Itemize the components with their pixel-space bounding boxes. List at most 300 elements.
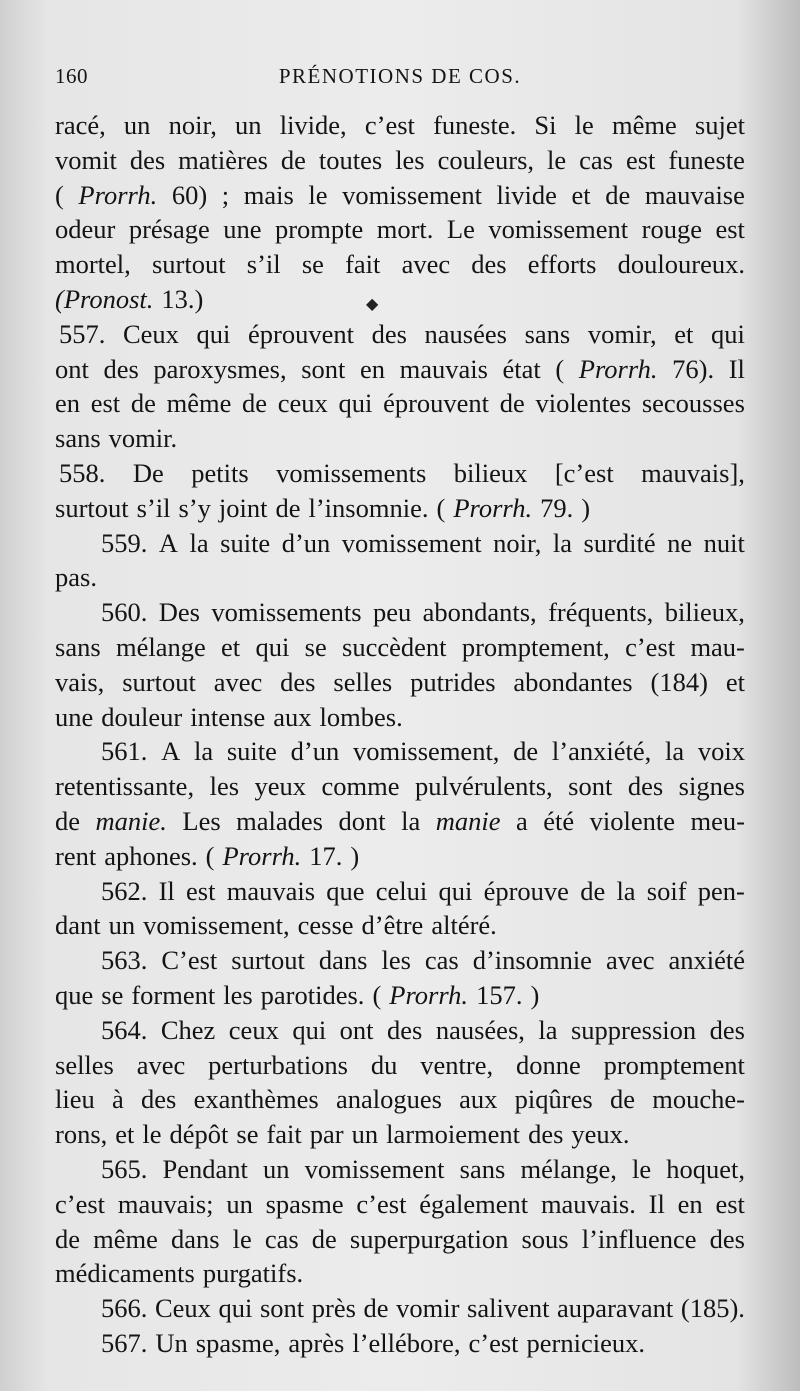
word: qui [338,388,373,419]
text-line [55,665,745,700]
word: avec [213,666,263,697]
word: des [129,144,166,175]
word: état [502,353,541,384]
word: qui [438,875,473,906]
word: les [223,979,253,1010]
word: abondantes [513,666,633,697]
word: l’ellébore, [352,1327,461,1358]
word: retentissante, [55,771,195,802]
word: ne [667,527,693,558]
word: a [516,805,528,836]
word: est [625,144,656,175]
word: couleurs, [437,144,535,175]
word: fréquents, [548,597,654,628]
word: forment [131,979,216,1010]
word: vomissement [342,179,482,210]
word: noir, [493,527,542,558]
word: mais [243,179,294,210]
word: que [326,875,365,906]
text-line [55,769,745,804]
word: violente [589,805,676,836]
word: soif [646,875,687,906]
word: Chez [160,1014,216,1045]
word: éprouvent [383,388,490,419]
word: malades [236,805,323,836]
word: Il [648,1188,665,1219]
word: purgatifs. [202,1258,304,1289]
text-line [55,1117,745,1152]
word: d’un [281,527,331,558]
word: spasme, [195,1327,281,1358]
word: intense [190,701,266,732]
word: après [288,1327,345,1358]
word: pulvérulents, [415,771,553,802]
word: est [186,875,216,906]
word: mort. [376,214,434,245]
word: vais, [55,666,105,697]
word: mau- [690,631,745,662]
word: 562. [101,875,148,906]
word: un [123,110,151,140]
word: du [370,1049,398,1080]
word: racé, [55,110,106,140]
word: hoquet, [666,1153,745,1184]
word: Ceux [122,318,179,349]
word: dans [318,945,368,976]
word: les [381,945,411,976]
word: pas. [55,562,97,593]
word: Prorrh. [453,492,533,523]
word: ) [581,492,591,523]
word: et [115,1119,135,1150]
word: nausées, [435,1014,525,1045]
word: 17. [309,840,343,871]
word: qui [218,1293,253,1324]
word: de [513,736,539,767]
text-line [55,421,745,456]
word: surtout [231,945,305,976]
page-number: 160 [55,64,88,88]
word: les [395,144,425,175]
word: (184) [650,666,708,697]
word: Prorrh. [389,979,469,1010]
text-line [55,247,745,282]
word: en [55,388,81,419]
word: voix [697,736,745,767]
word: des [709,1223,745,1254]
word: de [311,1223,337,1254]
word: suppression [570,1014,697,1045]
word: 565. [101,1153,148,1184]
word: présage [128,214,210,245]
word: et [221,631,241,662]
word: piqûres [514,1084,593,1115]
word: une [223,214,262,245]
word: donne [515,1049,581,1080]
word: qui [255,631,290,662]
word: des [371,318,407,349]
word: Pendant [162,1153,248,1184]
word: exanthèmes [193,1084,319,1115]
word: l’anxiété, [551,736,652,767]
word: à [112,1084,124,1115]
text-line [55,386,745,421]
word: celui [375,875,428,906]
word: sont [568,771,613,802]
text-line [55,178,745,213]
text-line [55,1152,745,1187]
word: mortel, [55,249,131,280]
word: 566. [101,1293,148,1324]
word: fait [266,1119,302,1150]
text-line [55,1013,745,1048]
word: anxiété [668,945,745,976]
word: bilieux, [664,597,745,628]
word: le [574,110,594,140]
word: cesse [297,910,354,941]
word: 76). [672,353,715,384]
word: et [571,179,591,210]
word: la [552,527,573,558]
word: bilieux [453,457,528,488]
word: les [209,771,240,802]
word: [c’est [554,457,614,488]
word: (185). [680,1293,745,1324]
text-line [55,978,745,1013]
word: un [235,110,262,140]
word: Prorrh. [222,840,302,871]
text-line [55,630,745,665]
word: d’insomnie [472,945,592,976]
word: la [189,527,209,558]
word: vomissements [211,597,362,628]
word: qui [292,1014,327,1045]
word: ( [55,179,64,210]
word: 157. [476,979,523,1010]
word: c’est [468,1327,519,1358]
word: yeux [254,771,307,802]
word: A [158,527,179,558]
text-line [55,943,745,978]
word: de [280,144,306,175]
word: le [631,1153,652,1184]
word: mauvais; [117,1188,214,1219]
word: auparavant [557,1293,674,1324]
word: toutes [318,144,383,175]
text-line [55,839,745,874]
word: aux [273,701,312,732]
running-title: PRÉNOTIONS DE COS. [278,64,522,88]
word: qui [196,318,231,349]
word: superpurgation [349,1223,509,1254]
word: de [130,388,156,419]
word: fait [345,249,381,280]
word: prompte [274,214,364,245]
word: 13.) [161,283,204,314]
word: sans [55,631,101,662]
word: est [715,214,745,245]
word: qui [711,318,745,349]
word: des [103,353,139,384]
word: un [108,910,136,941]
word: peu [372,597,412,628]
ornament-icon: ◆ [366,296,379,313]
word: Il [728,353,745,384]
word: 560. [101,597,148,628]
word: ( [436,492,446,523]
word: petits [191,457,249,488]
word: avec [136,1049,186,1080]
word: se [236,1119,259,1150]
word: vomissement, [143,910,290,941]
word: vomir, [587,318,657,349]
word: Les [182,805,221,836]
word: perturbations [208,1049,348,1080]
word: dans [170,1223,220,1254]
text-line [55,908,745,943]
word: la [616,875,636,906]
word: surtout [151,249,226,280]
word: éprouvent [248,318,354,349]
word: funeste [668,144,745,175]
word: sous [521,1223,569,1254]
text-line [55,734,745,769]
word: été [543,805,575,836]
word: matières [178,144,268,175]
word: Si [534,110,557,140]
word: dépôt [169,1119,229,1150]
text-line [55,700,745,735]
word: de [499,388,525,419]
text-line [55,804,745,839]
word: de [55,805,81,836]
word: mauvais [226,875,316,906]
word: un [263,1153,290,1184]
word: la [664,736,685,767]
word: aphones. [104,840,198,871]
word: vomissement [304,1153,445,1184]
word: un [226,1188,253,1219]
word: des [528,1119,564,1150]
word: l’insomnie. [308,492,429,523]
word: Ceux [154,1293,211,1324]
word: dant [55,910,101,941]
word: sujet [694,110,745,140]
word: lieu [55,1084,95,1115]
word: la [193,736,214,767]
word: le [547,144,567,175]
word: pen- [697,875,745,906]
word: C’est [161,945,218,976]
word: ( [372,979,382,1010]
word: 79. [540,492,574,523]
word: odeur [55,214,116,245]
word: un [351,1119,379,1150]
word: ) [530,979,540,1010]
word: de [580,875,606,906]
word: putrides [410,666,496,697]
word: selles [333,666,393,697]
word: ont [55,353,89,384]
text-line [55,1256,745,1291]
text-line [55,1082,745,1117]
word: Prorrh. [578,353,658,384]
word: de [609,1084,635,1115]
running-head [55,52,745,92]
word: ( [555,353,565,384]
word: spasme [265,1188,344,1219]
word: 558. [59,457,106,488]
word: des [627,771,664,802]
word: 567. [101,1327,148,1358]
word: mélange, [520,1153,617,1184]
text-line [55,317,745,352]
text-line [55,1048,745,1083]
word: des [387,1014,423,1045]
word: sans [55,423,101,454]
word: même [611,110,677,140]
text-line [55,456,745,491]
word: manie. [95,805,167,836]
word: Le [446,214,475,245]
word: livide [496,179,557,210]
word: 564. [101,1014,148,1045]
word: sont [301,353,346,384]
word: s’il [136,492,171,523]
word: vomissement [341,527,482,558]
word: même [166,388,232,419]
word: manie [435,805,501,836]
word: éprouve [483,875,569,906]
word: 60) [171,179,208,210]
word: succèdent [342,631,447,662]
text-line [55,526,745,561]
word: et [725,666,745,697]
word: vomir [396,1293,460,1324]
word: salivent [467,1293,550,1324]
word: ont [339,1014,374,1045]
word: se [301,249,324,280]
text-line [55,1326,745,1361]
word: meu- [690,805,745,836]
word: Il [158,875,175,906]
word: abondants, [422,597,537,628]
word: larmoiement [386,1119,521,1150]
word: une [55,701,94,732]
word: surtout [55,492,129,523]
word: pernicieux. [526,1327,645,1358]
word: de [55,1223,81,1254]
word: mauvais. [540,1188,636,1219]
word: l’influence [581,1223,697,1254]
word: dont [338,805,386,836]
word: suite [220,527,271,558]
text-line [55,595,745,630]
word: ceux [228,1014,279,1045]
word: douleur [101,701,183,732]
text-line [55,352,745,387]
word: le [142,1119,162,1150]
word: nuit [703,527,745,558]
word: des [709,1014,745,1045]
word: ; [221,179,230,210]
word: mauvais], [641,457,745,488]
word: aux [459,1084,498,1115]
word: Prorrh. [78,179,158,210]
word: près [311,1293,356,1324]
word: sans [524,318,571,349]
word: analogues [335,1084,442,1115]
word: surtout [122,666,196,697]
text-line [55,560,745,595]
text-line [55,143,745,178]
word: mauvaise [644,179,745,210]
word: de [605,179,631,210]
word: ceux [277,388,328,419]
word: rons, [55,1119,108,1150]
word: rent [55,840,97,871]
word: est [90,388,121,419]
text-line [55,212,745,247]
word: 563. [101,945,148,976]
word: ) [350,840,360,871]
text-line [55,491,745,526]
word: mélange [115,631,206,662]
word: paroxysmes, [153,353,287,384]
word: promptement [603,1049,745,1080]
word: se [304,631,327,662]
word: et [674,318,694,349]
word: se [101,979,124,1010]
word: cas [579,144,613,175]
word: rouge [641,214,702,245]
word: secousses [641,388,745,419]
word: surdité [583,527,656,558]
text-line [55,1187,745,1222]
word: la [401,805,421,836]
word: avec [401,249,451,280]
word: également [419,1188,529,1219]
word: de [275,492,301,523]
word: c’est [55,1188,106,1219]
word: nausées [424,318,507,349]
word: la [538,1014,558,1045]
word: A [161,736,181,767]
word: douloureux. [617,249,745,280]
word: (Pronost. [55,283,154,314]
word: des [141,1084,177,1115]
word: par [309,1119,344,1150]
word: même [93,1223,158,1254]
word: de [363,1293,389,1324]
word: le [308,179,328,210]
word: des [471,249,507,280]
word: funeste. [433,110,517,140]
text-line [55,108,745,143]
word: vomissement [488,214,629,245]
word: lombes. [319,701,403,732]
word: cas [264,1223,299,1254]
word: c’est [364,110,415,140]
word: altéré. [431,910,497,941]
word: d’être [361,910,424,941]
word: joint [218,492,268,523]
word: que [55,979,94,1010]
word: c’est [625,631,676,662]
text-line [55,1222,745,1257]
word: de [242,388,268,419]
word: vomissement, [352,736,500,767]
